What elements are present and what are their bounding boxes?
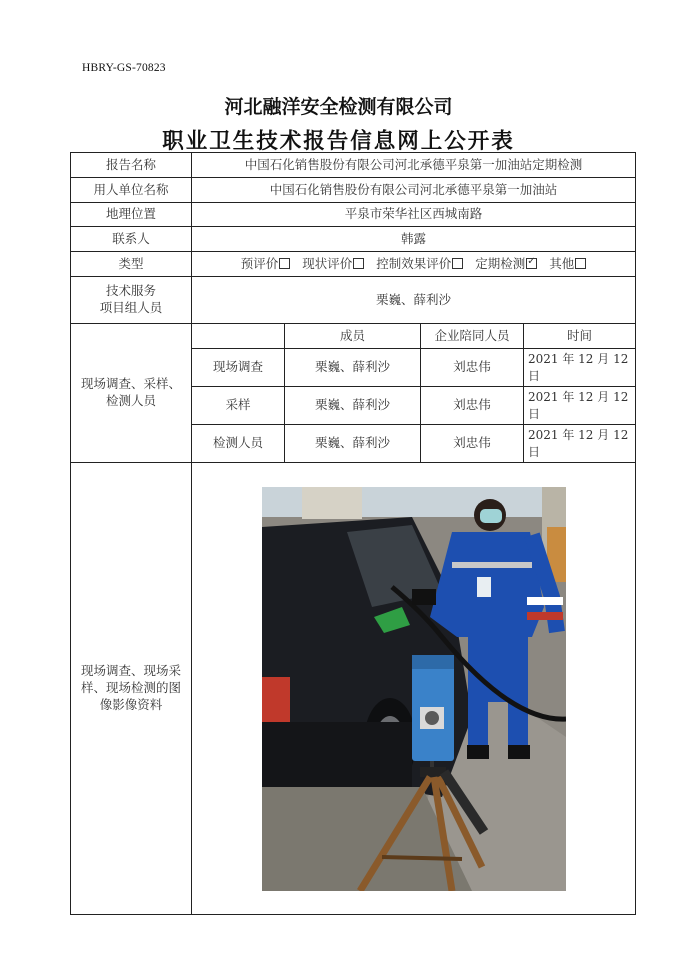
company-name: 河北融洋安全检测有限公司	[224, 96, 453, 118]
type-option-control-effect[interactable]: 控制效果评价	[376, 256, 463, 273]
checkbox-icon[interactable]	[353, 258, 364, 269]
checkbox-checked-icon[interactable]	[526, 258, 537, 269]
checkbox-icon[interactable]	[279, 258, 290, 269]
document-number: HBRY-GS-70823	[82, 62, 166, 74]
checkbox-icon[interactable]	[452, 258, 463, 269]
fieldwork-label: 现场调查、采样、检测人员	[71, 324, 192, 463]
fieldwork-header-blank	[192, 324, 285, 349]
site-photo-illustration	[262, 487, 566, 891]
activity-cell: 检测人员	[192, 425, 285, 463]
location-value: 平泉市荣华社区西城南路	[192, 203, 636, 227]
fieldwork-header-members: 成员	[285, 324, 421, 349]
report-name-value: 中国石化销售股份有限公司河北承德平泉第一加油站定期检测	[192, 153, 636, 178]
activity-cell: 现场调查	[192, 349, 285, 387]
escort-cell: 刘忠伟	[421, 425, 524, 463]
row-location	[71, 203, 636, 227]
activity-cell: 采样	[192, 387, 285, 425]
images-label: 现场调查、现场采样、现场检测的图像影像资料	[71, 463, 192, 915]
row-fieldwork-header	[71, 324, 636, 349]
team-label: 技术服务 项目组人员	[71, 277, 192, 324]
row-employer	[71, 178, 636, 203]
row-images	[71, 463, 636, 915]
location-label: 地理位置	[71, 203, 192, 227]
disclosure-table	[70, 152, 636, 915]
row-report-name	[71, 153, 636, 178]
contact-value: 韩露	[192, 227, 636, 252]
time-cell: 2021 年 12 月 12 日	[524, 349, 636, 387]
type-option-status-evaluation[interactable]: 现状评价	[302, 256, 364, 273]
type-label: 类型	[71, 252, 192, 277]
time-cell: 2021 年 12 月 12 日	[524, 387, 636, 425]
report-name-label: 报告名称	[71, 153, 192, 178]
row-contact	[71, 227, 636, 252]
fieldwork-header-escort: 企业陪同人员	[421, 324, 524, 349]
members-cell: 栗巍、薛利沙	[285, 387, 421, 425]
escort-cell: 刘忠伟	[421, 387, 524, 425]
photo-cell	[192, 463, 636, 915]
row-type	[71, 252, 636, 277]
fieldwork-header-time: 时间	[524, 324, 636, 349]
team-value: 栗巍、薛利沙	[192, 277, 636, 324]
employer-label: 用人单位名称	[71, 178, 192, 203]
escort-cell: 刘忠伟	[421, 349, 524, 387]
type-option-periodic-inspection[interactable]: 定期检测✓	[475, 256, 537, 273]
members-cell: 栗巍、薛利沙	[285, 349, 421, 387]
row-team	[71, 277, 636, 324]
time-cell: 2021 年 12 月 12 日	[524, 425, 636, 463]
members-cell: 栗巍、薛利沙	[285, 425, 421, 463]
employer-value: 中国石化销售股份有限公司河北承德平泉第一加油站	[192, 178, 636, 203]
type-option-other[interactable]: 其他	[549, 256, 586, 273]
type-options	[192, 252, 636, 277]
site-photo	[262, 487, 566, 891]
contact-label: 联系人	[71, 227, 192, 252]
page-title: 职业卫生技术报告信息网上公开表	[162, 129, 515, 154]
type-option-pre-evaluation[interactable]: 预评价	[241, 256, 291, 273]
checkbox-icon[interactable]	[575, 258, 586, 269]
